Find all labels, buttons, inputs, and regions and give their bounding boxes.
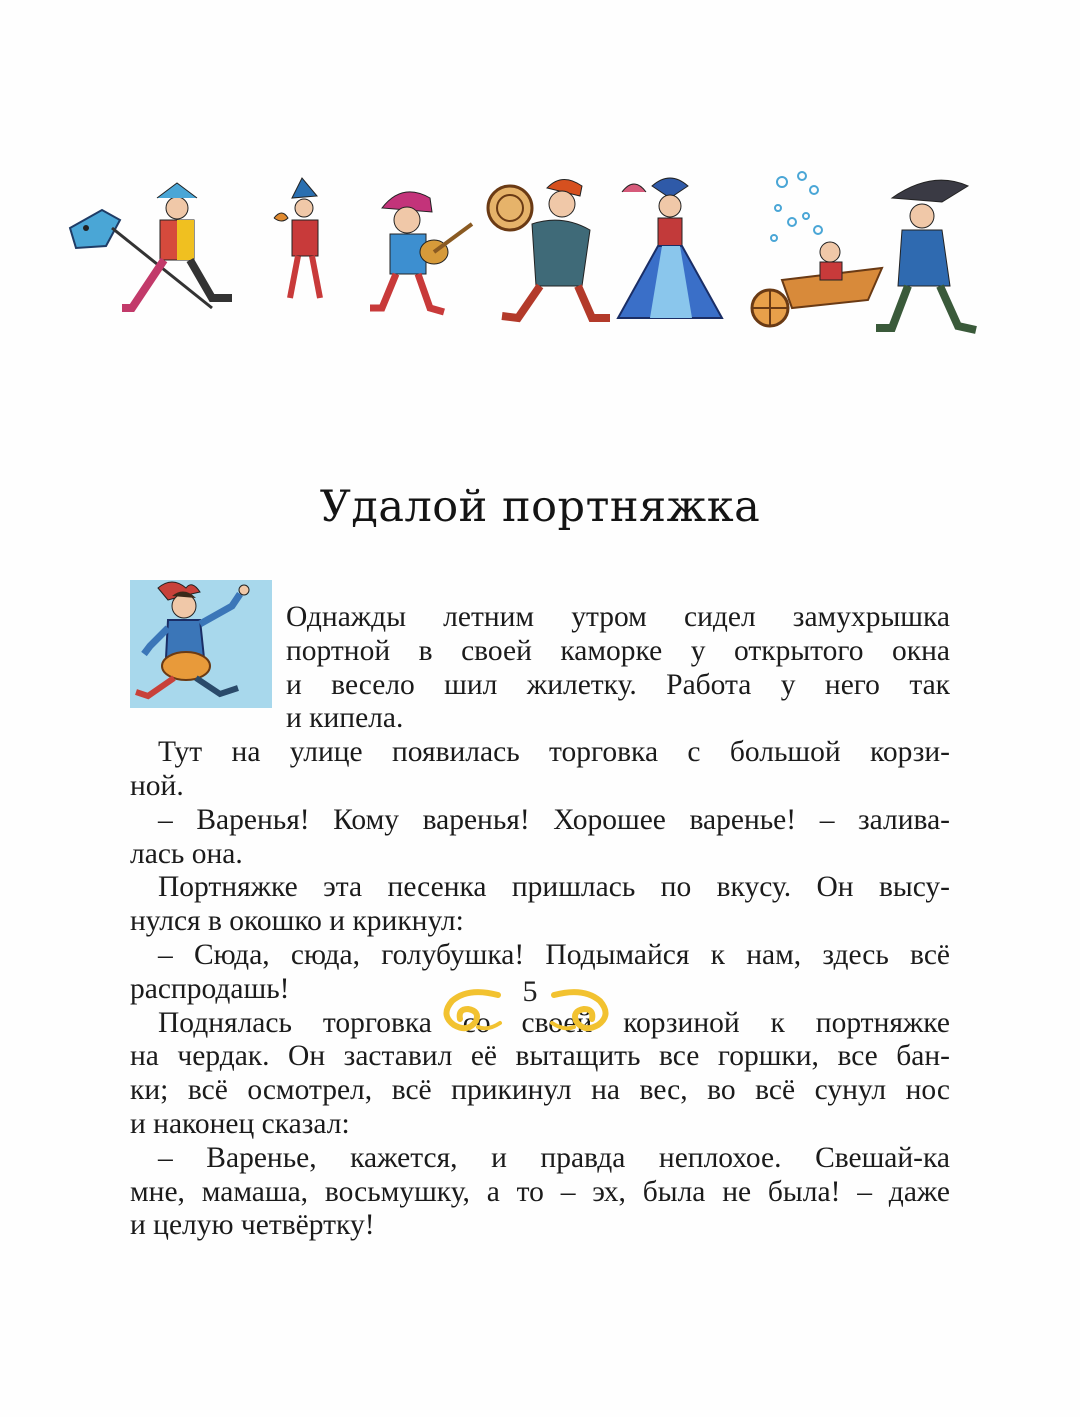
story-line: и кипела. bbox=[286, 702, 404, 735]
story-line: – Варенье, кажется, и правда неплохое. Свешай-ка bbox=[158, 1141, 950, 1174]
yellow-scroll-ornament-icon bbox=[548, 987, 614, 1035]
story-title: Удалой портняжка bbox=[319, 482, 761, 532]
page-number: 5 bbox=[522, 975, 538, 1008]
story-line: Тут на улице появилась торговка с большой корзи- bbox=[158, 736, 950, 769]
story-line: и наконец сказал: bbox=[130, 1107, 350, 1140]
story-line: – Сюда, сюда, голубушка! Подымайся к нам, здесь всё bbox=[158, 938, 950, 971]
story-line: Портняжке эта песенка пришлась по вкусу. Он высу- bbox=[158, 871, 950, 904]
story-line: ной. bbox=[130, 769, 184, 802]
story-line: Однажды летним утром сидел замухрышка bbox=[286, 601, 950, 633]
story-line: – Варенья! Кому варенья! Хорошее варенье! – залива- bbox=[158, 803, 950, 836]
story-line: лась она. bbox=[130, 837, 243, 870]
story-line: нулся в окошко и крикнул: bbox=[130, 905, 464, 938]
story-line: ки; всё осмотрел, всё прикинул на вес, во всё сунул нос bbox=[130, 1074, 950, 1107]
yellow-scroll-ornament-icon bbox=[438, 987, 504, 1035]
story-line: и целую четвёртку! bbox=[130, 1209, 375, 1242]
story-line: Поднялась торговка со своей корзиной к портняжке bbox=[158, 1006, 950, 1039]
page-footer bbox=[0, 972, 1080, 1045]
story-line: и весело шил жилетку. Работа у него так bbox=[286, 668, 950, 701]
story-line: на чердак. Он заставил её вытащить все горшки, все бан- bbox=[130, 1040, 950, 1073]
story-line: распродашь! bbox=[130, 972, 290, 1005]
story-line: портной в своей каморке у открытого окна bbox=[286, 634, 950, 667]
story-line: мне, мамаша, восьмушку, а то – эх, была не была! – даже bbox=[130, 1175, 950, 1208]
figures-frieze-illustration bbox=[62, 168, 992, 338]
story-text bbox=[130, 601, 950, 1243]
